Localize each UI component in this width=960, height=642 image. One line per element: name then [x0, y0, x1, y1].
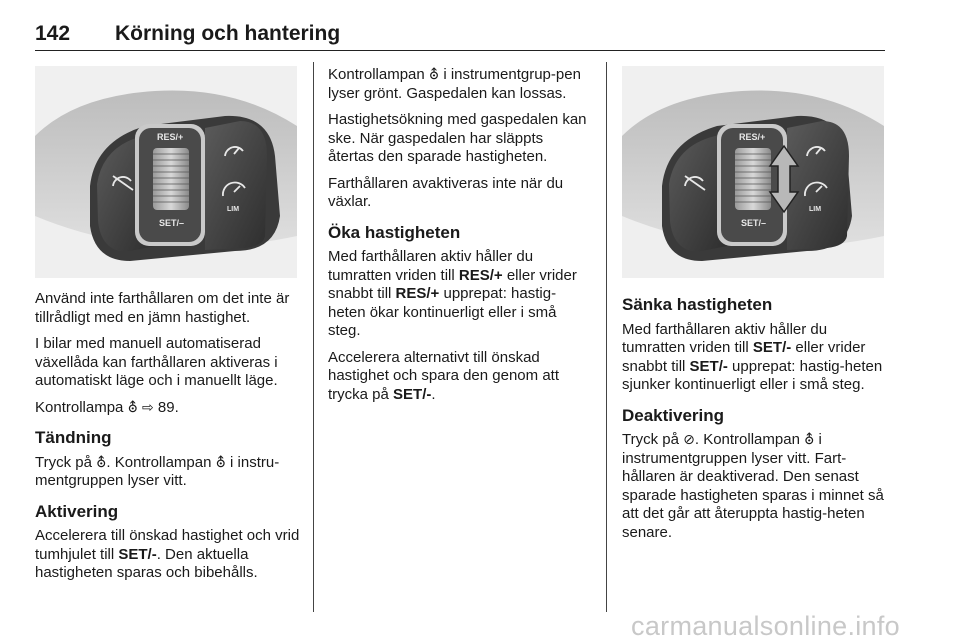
chapter-title: Körning och hantering [115, 22, 341, 45]
paragraph: Med farthållaren aktiv håller du tumratten vriden till RES/+ eller vrider snabbt till RES/+ upprepat: hastig-heten ökar kontinuerligt eller i små steg. [328, 248, 577, 339]
column-1 [35, 290, 300, 591]
set-minus-label-right: SET/– [741, 218, 767, 228]
lim-label: LIM [227, 206, 240, 213]
res-plus-label-right: RES/+ [739, 132, 766, 142]
watermark: carmanualsonline.info [631, 611, 900, 641]
column-3 [622, 290, 887, 550]
paragraph: I bilar med manuell automatiserad växellåda kan farthållaren aktiveras i automatiskt läge och i manuellt läge. [35, 335, 278, 389]
paragraph: Kontrollampa ⛢ ⇨ 89. [35, 398, 179, 416]
page-number: 142 [35, 22, 71, 45]
set-minus-label: SET/– [159, 218, 185, 228]
paragraph: Hastighetsökning med gaspedalen kan ske. När gaspedalen har släppts återtas den sparade hastigheten. [328, 111, 587, 165]
heading-deaktivering: Deaktivering [622, 405, 725, 425]
cruise-control-lamp-icon: ⛢ [804, 432, 815, 448]
lim-label-right: LIM [809, 206, 822, 213]
steering-wheel-arrow-image [622, 66, 884, 278]
page-header [35, 18, 885, 51]
column-2 [328, 66, 593, 412]
heading-aktivering: Aktivering [35, 501, 119, 521]
heading-tandning: Tändning [35, 428, 112, 447]
cruise-control-lamp-icon: ⛢ [127, 399, 138, 416]
paragraph: Accelerera alternativt till önskad hastighet och spara den genom att trycka på SET/-. [328, 348, 559, 403]
cruise-control-lamp-icon: ⛢ [428, 67, 440, 83]
paragraph: Farthållaren avaktiveras inte när du växlar. [328, 174, 564, 210]
page-reference-arrow-icon: ⇨ [142, 399, 154, 416]
res-plus-label: RES/+ [157, 132, 184, 142]
column-divider-1 [313, 62, 314, 612]
paragraph: Tryck på ⊘. Kontrollampan ⛢ i instrumentgruppen lyser vitt. Fart-hållaren är deaktiverad. Den senast sparade hastigheten sparas i minnet så att det går att återuppta hastig-heten senare. [622, 431, 884, 541]
paragraph: Använd inte farthållaren om det inte är tillrådligt med en jämn hastighet. [35, 290, 290, 326]
heading-oka-hastigheten: Öka hastigheten [328, 222, 461, 242]
paragraph: Kontrollampan ⛢ i instrumentgrup-pen lyser grönt. Gaspedalen kan lossas. [328, 66, 581, 102]
heading-sanka-hastigheten: Sänka hastigheten [622, 295, 773, 314]
steering-wheel-controls-image [35, 66, 297, 278]
cruise-off-button-icon: ⊘ [683, 432, 695, 448]
paragraph: Tryck på ⛢. Kontrollampan ⛢ i instru-mentgruppen lyser vitt. [35, 453, 280, 489]
paragraph: Med farthållaren aktiv håller du tumratten vriden till SET/- eller vrider snabbt till SET/- upprepat: hastig-heten sjunker kontinuerligt eller i små steg. [622, 320, 883, 393]
cruise-on-button-icon: ⛢ [96, 454, 107, 471]
cruise-control-lamp-icon: ⛢ [215, 454, 226, 471]
paragraph: Accelerera till önskad hastighet och vrid tumhjulet till SET/-. Den aktuella hastigheten sparas och bibehålls. [35, 527, 300, 581]
column-divider-2 [606, 62, 607, 612]
